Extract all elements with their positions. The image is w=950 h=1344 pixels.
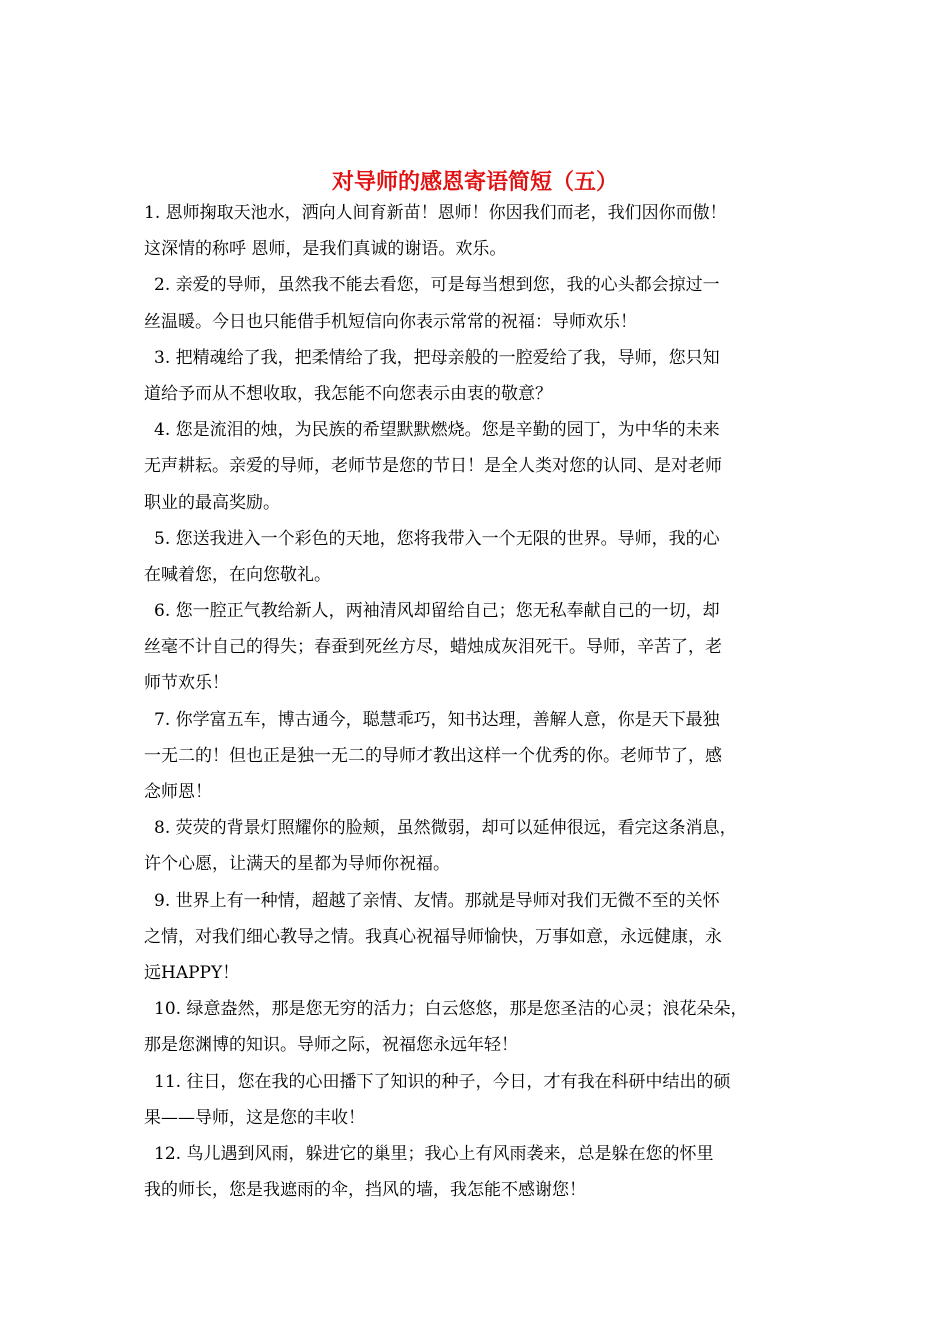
message-text-continued: 念师恩！ xyxy=(144,782,212,802)
message-item xyxy=(144,340,824,412)
message-item xyxy=(144,883,824,992)
message-text-continued: 道给予而从不想收取，我怎能不向您表示由衷的敬意？ xyxy=(144,383,552,404)
message-text-start: 2. 亲爱的导师，虽然我不能去看您，可是每当想到您，我的心头都会掠过一 xyxy=(154,275,720,296)
message-text-continued: 之情，对我们细心教导之情。我真心祝福导师愉快，万事如意，永远健康，永 xyxy=(144,926,722,947)
message-text-continued: 远HAPPY！ xyxy=(144,962,240,983)
message-text-start: 3. 把精魂给了我，把柔情给了我，把母亲般的一腔爱给了我，导师，您只知 xyxy=(154,347,720,368)
message-text-start: 6. 您一腔正气教给新人，两袖清风却留给自己；您无私奉献自己的一切，却 xyxy=(154,601,720,622)
message-item xyxy=(144,991,824,1063)
message-text-start: 8. 荧荧的背景灯照耀你的脸颊，虽然微弱，却可以延伸很远，看完这条消息， xyxy=(154,818,737,839)
message-item xyxy=(144,1136,824,1208)
message-text-start: 4. 您是流泪的烛，为民族的希望默默燃烧。您是辛勤的园丁，为中华的未来 xyxy=(154,420,720,441)
message-text-continued: 丝毫不计自己的得失；春蚕到死丝方尽，蜡烛成灰泪死干。导师，辛苦了，老 xyxy=(144,637,722,658)
message-text-continued: 我的师长，您是我遮雨的伞，挡风的墙，我怎能不感谢您！ xyxy=(144,1180,586,1201)
message-text-continued: 许个心愿，让满天的星都为导师你祝福。 xyxy=(144,854,450,875)
message-item xyxy=(144,702,824,811)
message-text-start: 11. 往日，您在我的心田播下了知识的种子，今日，才有我在科研中结出的硕 xyxy=(154,1071,731,1092)
message-text-start: 7. 你学富五车，博古通今，聪慧乖巧，知书达理，善解人意，你是天下最独 xyxy=(154,709,720,730)
message-text-continued: 果——导师，这是您的丰收！ xyxy=(144,1107,365,1128)
message-text-continued: 在喊着您，在向您敬礼。 xyxy=(144,564,331,585)
message-text-continued: 师节欢乐！ xyxy=(144,673,229,694)
message-item xyxy=(144,810,824,882)
message-text-start: 12. 鸟儿遇到风雨，躲进它的巢里；我心上有风雨袭来，总是躲在您的怀里 xyxy=(154,1143,714,1164)
message-text-continued: 那是您渊博的知识。导师之际，祝福您永远年轻！ xyxy=(144,1035,518,1056)
page-title: 对导师的感恩寄语简短（五） xyxy=(331,168,618,195)
message-list xyxy=(144,195,824,1208)
message-item xyxy=(144,1064,824,1136)
message-text-continued: 职业的最高奖励。 xyxy=(144,492,280,513)
message-text-continued: 一无二的！但也正是独一无二的导师才教出这样一个优秀的你。老师节了，感 xyxy=(144,745,722,766)
message-text-continued: 丝温暖。今日也只能借手机短信向你表示常常的祝福：导师欢乐！ xyxy=(144,311,637,332)
message-item xyxy=(144,593,824,702)
message-text-start: 1. 恩师掬取天池水，洒向人间育新苗！恩师！你因我们而老，我们因你而傲！ xyxy=(144,203,727,223)
message-text-start: 10. 绿意盎然，那是您无穷的活力；白云悠悠，那是您圣洁的心灵；浪花朵朵， xyxy=(154,999,748,1020)
message-item xyxy=(144,412,824,521)
message-item xyxy=(144,521,824,593)
message-item xyxy=(144,267,824,339)
message-text-start: 9. 世界上有一种情，超越了亲情、友情。那就是导师对我们无微不至的关怀 xyxy=(154,890,720,911)
message-item xyxy=(144,195,824,267)
message-text-continued: 无声耕耘。亲爱的导师，老师节是您的节日！是全人类对您的认同、是对老师 xyxy=(144,456,722,477)
message-text-start: 5. 您送我进入一个彩色的天地，您将我带入一个无限的世界。导师，我的心 xyxy=(154,528,720,549)
message-text-continued: 这深情的称呼 恩师，是我们真诚的谢语。欢乐。 xyxy=(144,239,507,260)
